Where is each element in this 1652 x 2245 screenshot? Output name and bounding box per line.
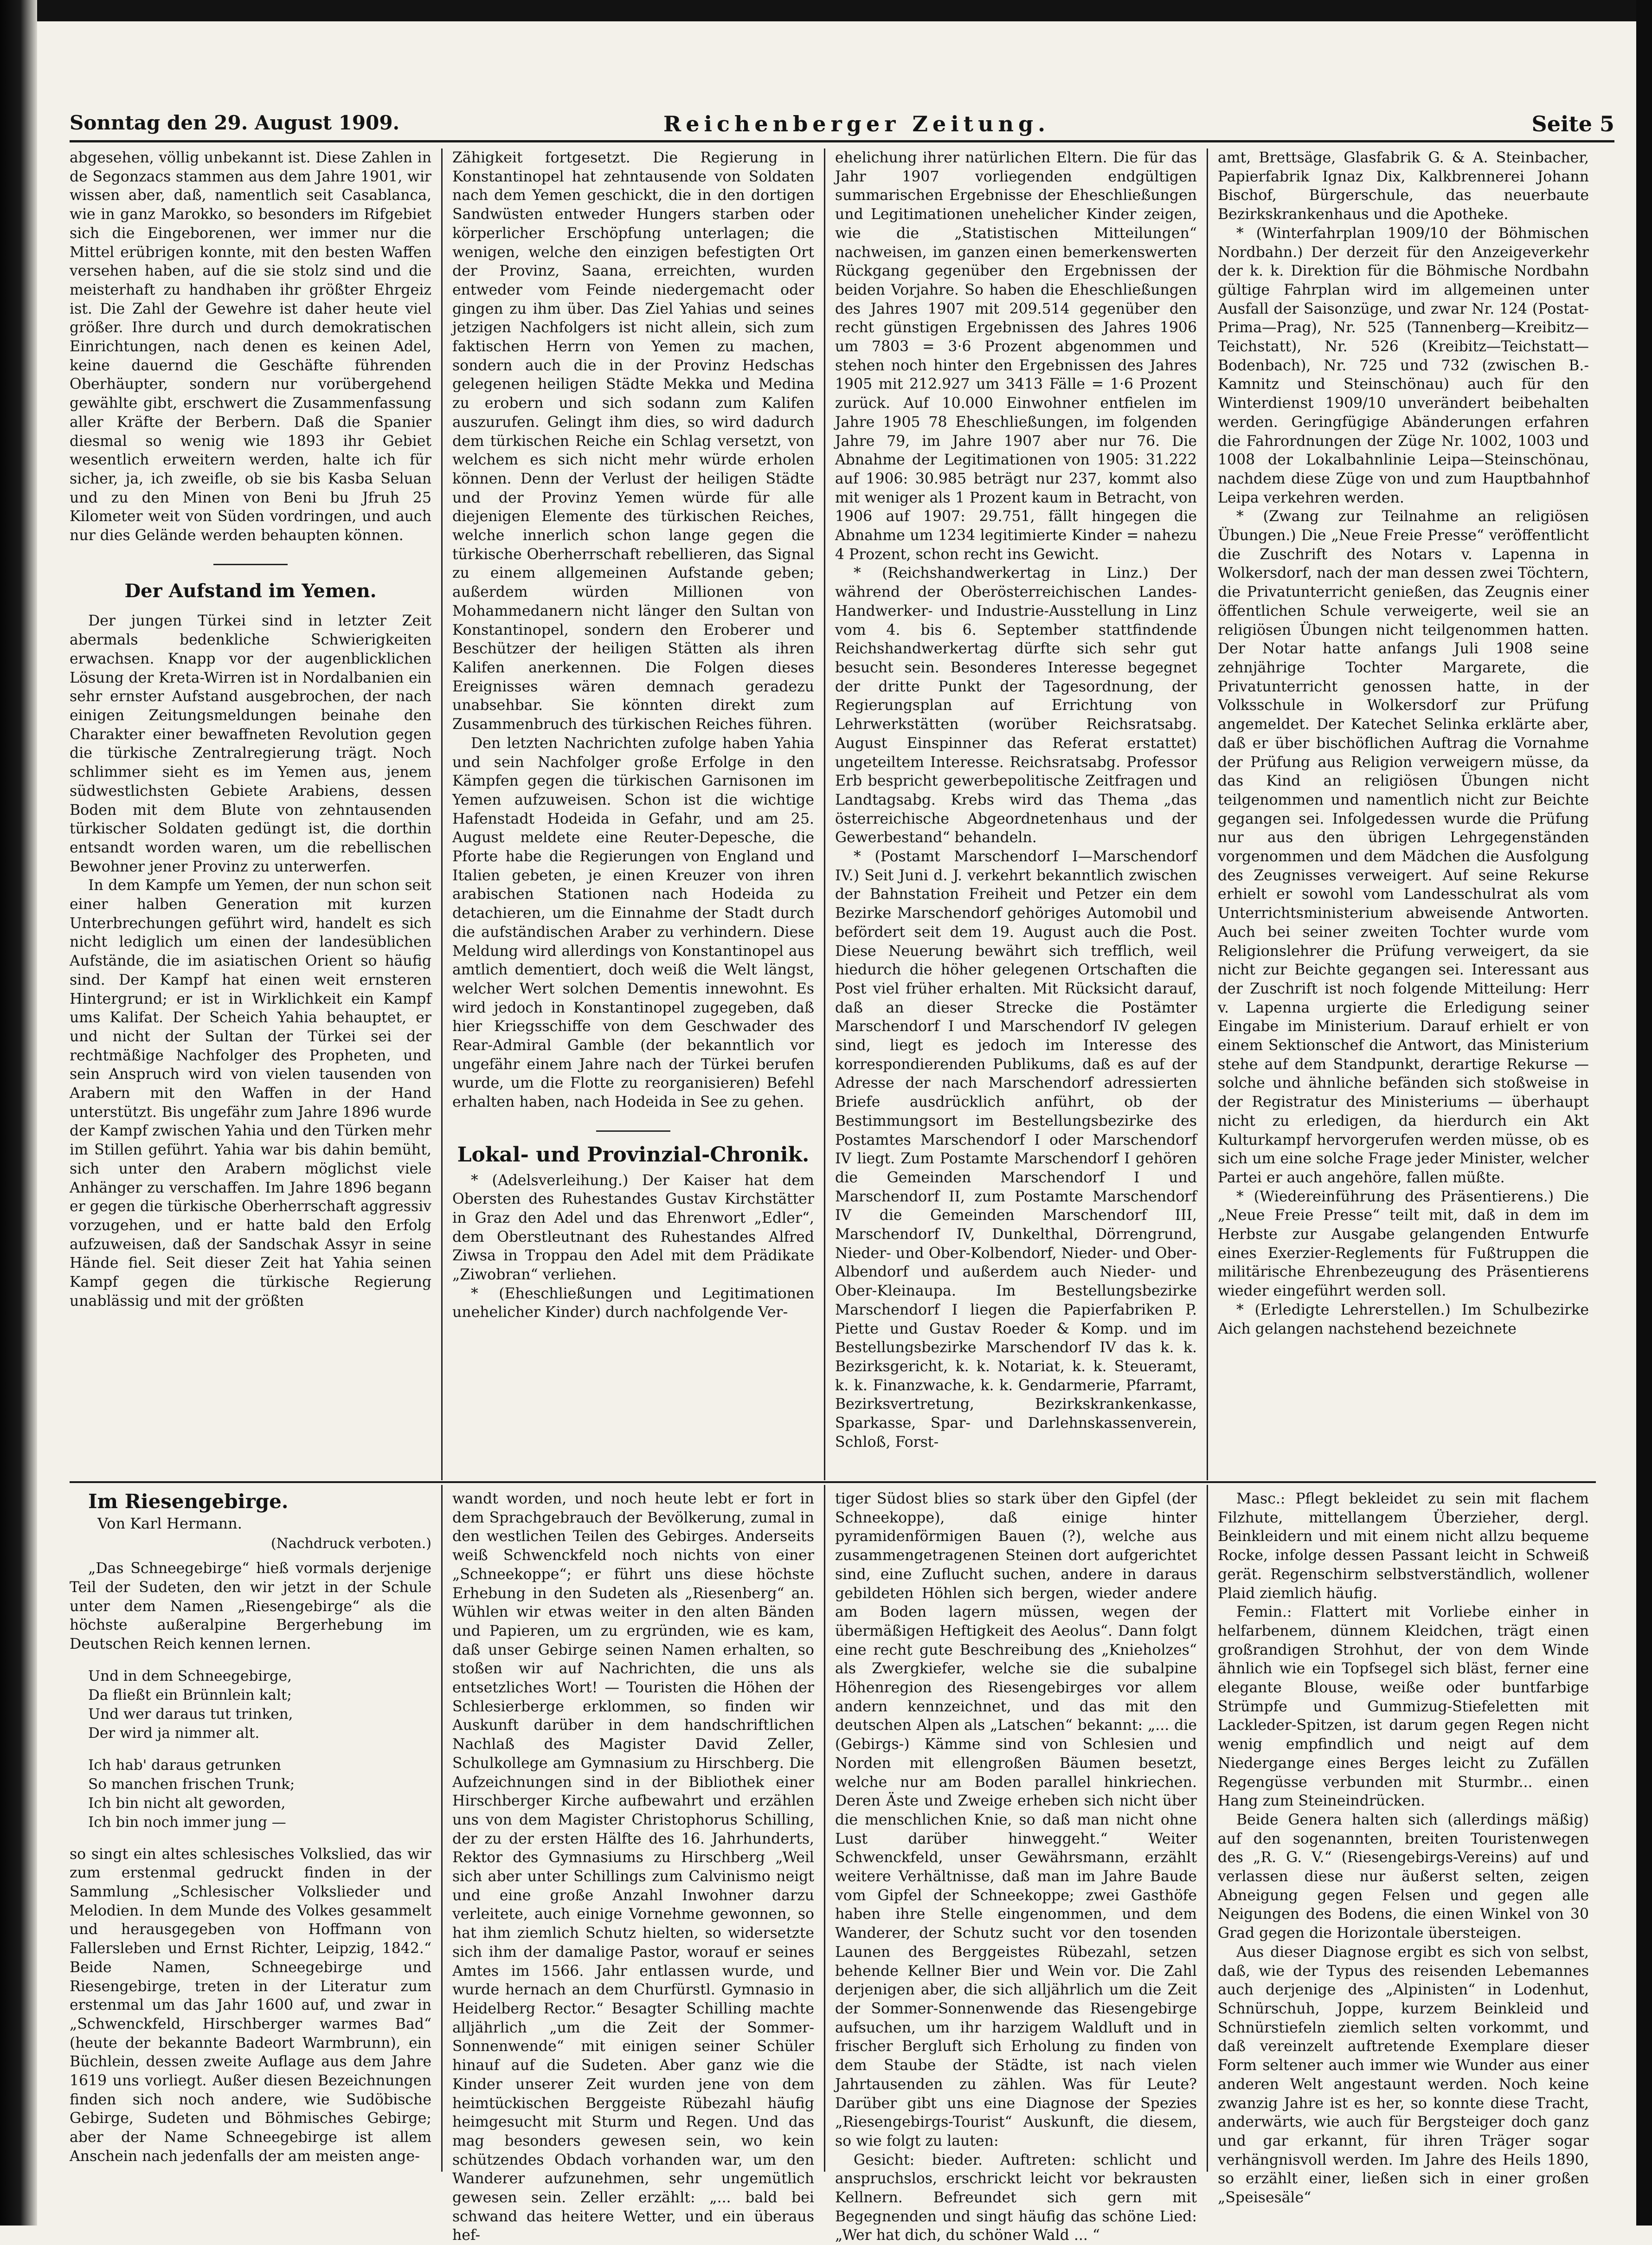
feuilleton-column-1 <box>70 1490 431 2166</box>
feuilleton-paragraph: so singt ein altes schlesisches Volkslied, das wir zum erstenmal gedruckt finden in der Sammlung „Schlesischer Volkslieder und Melodien. In dem Munde des Volkes gesammelt und herausgegeben von Hoffmann von Fallersleben und Ernst Richter, Leipzig, 1842.“ Beide Namen, Schneegebirge und Riesengebirge, treten in der Literatur zum erstenmal um das Jahr 1600 auf, und zwar in „Schwenckfeld, Hirschberger warmes Bad“ (heute der bekannte Badeort Warmbrunn), ein Büchlein, dessen zweite Auflage aus dem Jahre 1619 uns vorliegt. Außer diesen Bezeichnungen finden sich noch andere, wie Sudöbische Gebirge, Sudeten und Böhmisches Gebirge; aber der Name Schneegebirge ist allem Anschein nach jedenfalls der am meisten ange- <box>70 1845 431 2165</box>
col3-paragraph: ehelichung ihrer natürlichen Eltern. Die für das Jahr 1907 vorliegenden endgültigen summarischen Ergebnisse der Eheschließungen und Legitimationen unehelicher Kinder zeigen, wie die „Statistischen Mitteilungen“ nachweisen, im ganzen einen bemerkenswerten Rückgang gegenüber den Ergebnissen der beiden Vorjahre. So haben die Eheschließungen des Jahres 1907 mit 209.514 gegenüber den recht günstigen Ergebnissen des Jahres 1906 um 7803 = 3·6 Prozent abgenommen und stehen noch hinter den Ergebnissen des Jahres 1905 mit 212.927 um 3413 Fälle = 1·6 Prozent zurück. Auf 10.000 Einwohner entfielen im Jahre 1905 78 Eheschließungen, im folgenden Jahre 79, im Jahre 1907 aber nur 76. Die Abnahme der Legitimationen von 1905: 31.222 auf 1906: 30.985 beträgt nur 237, kommt also mit weniger als 1 Prozent kaum in Betracht, von 1906 auf 1907: 29.751, fällt hingegen die Abnahme um 1234 legitimierte Kinder = nahezu 4 Prozent, schon recht ins Gewicht. <box>835 149 1197 563</box>
feuilleton-paragraph: „Das Schneegebirge“ hieß vormals derjenige Teil der Sudeten, den wir jetzt in der Schule unter dem Namen „Riesengebirge“ als die höchste außeralpine Bergerhebung im Deutschen Reich kennen lernen. <box>70 1560 431 1652</box>
scan-left-edge <box>0 0 37 2226</box>
col4-paragraph: amt, Brettsäge, Glasfabrik G. & A. Steinbacher, Papierfabrik Ignaz Dix, Kalkbrennerei Johann Bischof, Bürgerschule, das neuerbaute Bezirkskrankenhaus und die Apotheke. <box>1218 149 1589 223</box>
col4-paragraph: * (Zwang zur Teilnahme an religiösen Übungen.) Die „Neue Freie Presse“ veröffentlicht die Zuschrift des Notars v. Lapenna in Wolkersdorf, nach der man dessen zwei Töchtern, die Privatunterricht genießen, das Zeugnis einer öffentlichen Schule verweigerte, weil sie an religiösen Übungen nicht teilgenommen hatten. Der Notar hatte anfangs Juli 1908 seine zehnjährige Tochter Margarete, die Privatunterricht genossen hatte, in der Volksschule in Wolkersdorf zur Prüfung angemeldet. Der Katechet Selinka erklärte aber, daß er über bischöflichen Auftrag die Vornahme der Prüfung aus Religion verweigern müsse, da das Kind an religiösen Übungen nicht teilgenommen und namentlich nicht zur Beichte gegangen sei. Infolgedessen wurde die Prüfung nur aus den übrigen Lehrgegenständen vorgenommen und dem Mädchen die Ausfolgung des Zeugnisses verweigert. Auf seine Rekurse erhielt er sowohl vom Landesschulrat als vom Unterrichtsministerium abweisende Antworten. Auch bei seiner zweiten Tochter wurde vom Religionslehrer die Prüfung verweigert, da sie nicht zur Beichte gegangen sei. Interessant aus der Zuschrift ist noch folgende Mitteilung: Herr v. Lapenna urgierte die Erledigung seiner Eingabe im Ministerium. Darauf erhielt er von einem Sektionschef die Antwort, das Ministerium stehe auf dem Standpunkt, derartige Rekurse — solche und ähnliche befänden sich stoßweise in der Registratur des Ministeriums — überhaupt nicht zu erledigen, da hierdurch ein Akt Kulturkampf hervorgerufen werden müsse, ob es sich um eine solche Frage jeder Minister, welcher Partei er auch angehöre, fallen müßte. <box>1218 508 1589 1186</box>
poem-line: Und in dem Schneegebirge, <box>88 1667 292 1684</box>
poem-line: Da fließt ein Brünnlein kalt; <box>88 1686 292 1703</box>
feuilleton-column-3 <box>835 1490 1197 2245</box>
column-3 <box>835 148 1197 1452</box>
poem-line: So manchen frischen Trunk; <box>88 1775 295 1793</box>
column-rule <box>824 1485 825 2172</box>
poem-line: Ich bin nicht alt geworden, <box>88 1794 286 1812</box>
page-header <box>70 111 1614 148</box>
section-divider <box>213 564 288 565</box>
heading-lokal-chronik: Lokal- und Provinzial-Chronik. <box>457 1142 810 1167</box>
col2-paragraph: Den letzten Nachrichten zufolge haben Yahia und sein Nachfolger große Erfolge in den Kämpfen gegen die türkischen Garnisonen im Yemen aufzuweisen. Schon ist die wichtige Hafenstadt Hodeida in Gefahr, und am 25. August meldete eine Reuter-Depesche, die Pforte habe die Regierungen von England und Italien gebeten, je einen Kreuzer von ihren arabischen Stationen nach Hodeida zu detachieren, um die Einnahme der Stadt durch die aufständischen Araber zu verhindern. Diese Meldung wird allerdings von Konstantinopel aus amtlich dementiert, doch weiß die Welt längst, welcher Wert solchen Dementis innewohnt. Es wird jedoch in Konstantinopel zugegeben, daß hier Kriegsschiffe von dem Geschwader des Rear-Admiral Gamble (der bekanntlich vor ungefähr einem Jahre nach der Türkei berufen wurde, um die Flotte zu reorganisieren) Befehl erhalten haben, nach Hodeida in See zu gehen. <box>452 735 814 1111</box>
col4-paragraph: * (Erledigte Lehrerstellen.) Im Schulbezirke Aich gelangen nachstehend bezeichnete <box>1218 1301 1589 1337</box>
feuilleton-paragraph: Gesicht: bieder. Auftreten: schlicht und anspruchslos, erschrickt leicht vor bekrausten Kellnern. Befreundet sich gern mit Begegnenden und singt häufig das schöne Lied: „Wer hat dich, du schöner Wald ... “ <box>835 2151 1197 2244</box>
column-2 <box>452 148 814 1322</box>
feuilleton-paragraph: Masc.: Pflegt bekleidet zu sein mit flachem Filzhute, mittellangem Überzieher, dergl. Beinkleidern und mit einem nicht allzu bequeme Rocke, infolge dessen Passant leicht in Schweiß gerät. Regenschirm selbstverständlich, wollener Plaid ziemlich häufig. <box>1218 1490 1589 1602</box>
poem-line: Und wer daraus tut trinken, <box>88 1705 293 1722</box>
scan-top-edge <box>0 0 1652 21</box>
header-page-number: Seite 5 <box>1531 111 1614 136</box>
poem-line: Ich bin noch immer jung — <box>88 1813 286 1831</box>
col4-paragraph: * (Wiedereinführung des Präsentierens.) Die „Neue Freie Presse“ teilt mit, daß in dem im Herbste zur Ausgabe gelangenden Entwurfe eines Exerzier-Reglements für Fußtruppen die militärische Ehrenbezeugung des Präsentierens wieder eingeführt werden soll. <box>1218 1188 1589 1300</box>
feuilleton-author: Von Karl Hermann. <box>97 1514 242 1532</box>
heading-yemen: Der Aufstand im Yemen. <box>124 580 377 602</box>
feuilleton-rule <box>70 1481 1596 1483</box>
col1-paragraph: In dem Kampfe um Yemen, der nun schon seit einer halben Generation mit kurzen Unterbrechungen geführt wird, handelt es sich nicht lediglich um einen der landesüblichen Aufstände, die im asiatischen Orient so häufig sind. Der Kampf hat einen weit ernsteren Hintergrund; er ist in Wirklichkeit ein Kampf ums Kalifat. Der Scheich Yahia behauptet, er und nicht der Sultan der Türkei sei der rechtmäßige Nachfolger des Propheten, und sein Anspruch wird von vielen tausenden von Arabern mit den Waffen in der Hand unterstützt. Bis ungefähr zum Jahre 1896 wurde der Kampf zwischen Yahia und den Türken mehr im Stillen geführt. Yahia war bis dahin bemüht, sich unter den Arabern möglichst viele Anhänger zu verschaffen. Im Jahre 1896 begann er gegen die türkische Oberherrschaft aggressiv vorzugehen, und er hatte bald den Erfolg aufzuweisen, daß der Sandschak Assyr in seine Hände fiel. Seit dieser Zeit hat Yahia seinen Kampf gegen die türkische Regierung unablässig und mit der größten <box>70 877 431 1310</box>
col3-paragraph: * (Reichshandwerkertag in Linz.) Der während der Oberösterreichischen Landes-Handwerker- und Industrie-Ausstellung in Linz vom 4. bis 6. September stattfindende Reichshandwerkertag dürfte sich sehr gut besucht sein. Besonderes Interesse begegnet der dritte Punkt der Tagesordnung, der Regierungsplan auf Errichtung von Lehrwerkstätten (worüber Reichsratsabg. August Einspinner das Referat erstattet) ungeteiltem Interesse. Reichsratsabg. Professor Erb bespricht gewerbepolitische Zeitfragen und Landtagsabg. Krebs wird das Thema „das österreichische Abgeordnetenhaus und der Gewerbestand“ behandeln. <box>835 565 1197 846</box>
feuilleton-title: Im Riesengebirge. <box>88 1490 289 1513</box>
feuilleton-column-4 <box>1218 1490 1589 2207</box>
feuilleton-paragraph: Femin.: Flattert mit Vorliebe einher in helfarbenem, dünnem Kleidchen, trägt einen großrandigen Strohhut, der von dem Winde ähnlich wie ein Topfsegel sich bläst, ferner eine elegante Blouse, weiße oder buntfarbige Strümpfe und Gummizug-Stiefeletten mit Lackleder-Spitzen, ist darum gegen Regen nicht wenig empfindlich und neigt auf dem Niedergange eines Berges leicht zu Zufällen Regengüsse verbunden mit Sturmbr... einen Hang zum Steineindrücken. <box>1218 1604 1589 1810</box>
col2-paragraph: * (Eheschließungen und Legitimationen unehelicher Kinder) durch nachfolgende Ver- <box>452 1285 814 1321</box>
feuilleton-paragraph: Aus dieser Diagnose ergibt es sich von selbst, daß, wie der Typus des reisenden Lebemannes auch derjenige des „Alpinisten“ in Lodenhut, Schnürschuh, Joppe, kurzem Beinkleid und Schnürstiefeln ziemlich selten vorkommt, und daß vereinzelt auftretende Exemplare dieser Form seltener auch immer wie Wunder aus einer anderen Welt angestaunt werden. Noch keine zwanzig Jahre ist es her, so konnte diese Tracht, anderwärts, wie auch für Bergsteiger doch ganz und gar erkannt, für ihren Träger sogar verhängnisvoll werden. Im Jahre des Heils 1890, so erzählt einer, ließen sich in einer großen „Speisesäle“ <box>1218 1943 1589 2206</box>
col1-paragraph: abgesehen, völlig unbekannt ist. Diese Zahlen in de Segonzacs stammen aus dem Jahre 1901, wir wissen aber, daß, namentlich seit Casablanca, wie in ganz Marokko, so besonders im Rifgebiet sich die Eingeborenen, wer immer nur die Mittel erübrigen konnte, mit den besten Waffen versehen haben, auf die sie stolz sind und die meisterhaft zu handhaben ihr größter Ehrgeiz ist. Die Zahl der Gewehre ist daher heute viel größer. Ihre durch und durch demokratischen Einrichtungen, nach denen es keinen Adel, keine dauernd die Geschäfte führenden Oberhäupter, sondern nur vorübergehend gewählte gibt, erschwert die Zusammenfassung aller Kräfte der Berbern. Daß die Spanier diesmal so wenig wie 1893 ihr Gebiet wesentlich erweitern werden, halte ich für sicher, ja, ich zweifle, ob sie bis Kasba Seluan und zu den Minen von Beni bu Jfruh 25 Kilometer weit von Süden vordringen, und auch nur dies Gelände werden behaupten können. <box>70 149 431 544</box>
scan-right-edge <box>1636 0 1652 2226</box>
col1-paragraph: Der jungen Türkei sind in letzter Zeit abermals bedenkliche Schwierigkeiten erwachsen. Knapp vor der augenblicklichen Lösung der Kreta-Wirren ist in Nordalbanien ein sehr ernster Aufstand ausgebrochen, der nach einigen Zeitungsmeldungen beinahe den Charakter einer bewaffneten Revolution gegen die türkische Zentralregierung trägt. Noch schlimmer sieht es im Yemen aus, jenem südwestlichsten Gebiete Arabiens, dessen Boden mit dem Blute von zehntausenden türkischer Soldaten gedüngt ist, die dorthin entsandt worden waren, um die rebellischen Bewohner jener Provinz zu unterwerfen. <box>70 613 431 875</box>
header-rule <box>70 140 1614 142</box>
feuilleton-paragraph: Beide Genera halten sich (allerdings mäßig) auf den sogenannten, breiten Touristenwegen des „R. G. V.“ (Riesengebirgs-Vereins) auf und verlassen diese nur äußerst selten, zeigen Abneigung gegen Felsen und gegen alle Neigungen des Bodens, die einen Winkel von 30 Grad gegen die Horizontale übersteigen. <box>1218 1811 1589 1942</box>
column-rule <box>1207 1485 1208 2172</box>
header-date: Sonntag den 29. August 1909. <box>70 111 400 134</box>
section-divider <box>596 1130 670 1132</box>
column-rule <box>441 1485 443 2172</box>
feuilleton-paragraph: tiger Südost blies so stark über den Gipfel (der Schneekoppe), daß einige hinter pyramidenförmigen Bauen (?), welche aus zusammengetragenen Steinen dort aufgerichtet sind, eine Zuflucht suchen, andere in daraus gebildeten Höhlen sich bergen, wieder andere am Boden lagern müssen, wegen der übermäßigen Heftigkeit des Aeolus“. Dann folgt eine recht gute Beschreibung des „Knieholzes“ als Zwergkiefer, welche sie die subalpine Höhenregion des Riesengebirges vor allem andern kennzeichnet, und das mit den deutschen Alpen als „Latschen“ bekannt: „... die (Gebirgs-) Kämme sind von Schlesien und Norden mit ellengroßen Bäumen besetzt, welche nur am Boden parallel hinkriechen. Deren Äste und Zweige erheben sich nicht über die menschlichen Knie, so daß man nicht ohne Lust darüber hinweggeht.“ Weiter Schwenckfeld, unser Gewährsmann, erzählt weitere Verhältnisse, daß man im Jahre Baude vom Gipfel der Schneekoppe; zwei Gasthöfe haben ihre Stelle eingenommen, und dem Wanderer, der Schutz sucht vor den tosenden Launen des Berggeistes Rübezahl, setzen behende Kellner Bier und Wein vor. Die Zahl derjenigen aber, die sich alljährlich um die Zeit der Sommer-Sonnenwende das Riesengebirge aufsuchen, um ihr harzigem Waldluft und in frischer Bergluft sich Erholung zu finden von dem Staube der Städte, ist nach vielen Jahrtausenden zu zählen. Was für Leute? Darüber gibt uns eine Diagnose der Spezies „Riesengebirgs-Tourist“ Auskunft, die diesem, so wie folgt zu lauten: <box>835 1490 1197 2149</box>
col4-paragraph: * (Winterfahrplan 1909/10 der Böhmischen Nordbahn.) Der derzeit für den Anzeigeverkehr der k. k. Direktion für die Böhmische Nordbahn gültige Fahrplan wird im allgemeinen unter Ausfall der Saisonzüge, und zwar Nr. 124 (Postat-Prima—Prag), Nr. 525 (Tannenberg—Kreibitz—Teichstatt), Nr. 526 (Kreibitz—Teichstatt—Bodenbach), Nr. 725 und 732 (zwischen B.-Kamnitz und Steinschönau) auch für den Winterdienst 1909/10 unverändert beibehalten werden. Geringfügige Abänderungen erfahren die Fahrordnungen der Züge Nr. 1002, 1003 und 1008 der Lokalbahnlinie Leipa—Steinschönau, nachdem diese Züge von und zum Hauptbahnhof Leipa verkehren werden. <box>1218 225 1589 506</box>
column-rule <box>824 148 825 1480</box>
col2-paragraph: * (Adelsverleihung.) Der Kaiser hat dem Obersten des Ruhestandes Gustav Kirchstätter in Graz den Adel und das Ehrenwort „Edler“, dem Oberstleutnant des Ruhestandes Alfred Ziwsa in Troppau den Adel mit dem Prädikate „Ziwobran“ verliehen. <box>452 1172 814 1284</box>
feuilleton-paragraph: wandt worden, und noch heute lebt er fort in dem Sprachgebrauch der Bevölkerung, zumal in den westlichen Teilen des Gebirges. Anderseits weiß Schwenckfeld noch nichts von einer „Schneekoppe“; er führt uns diese höchste Erhebung in den Sudeten als „Riesenberg“ an. Wühlen wir etwas weiter in den alten Bänden und Papieren, um zu ergründen, wie es kam, daß unser Gebirge seinen Namen erhalten, so stoßen wir auf Nachrichten, die uns als entsetzliches Wort! — Touristen die Höhen der Schlesierberge erklommen, so finden wir Auskunft darüber in dem handschriftlichen Nachlaß des Magister David Zeller, Schulkollege am Gymnasium zu Hirschberg. Die Aufzeichnungen sind in der Bibliothek einer Hirschberger Kirche aufbewahrt und erzählen uns von dem Magister Christophorus Schilling, der zu der ersten Hälfte des 16. Jahrhunderts, Rektor des Gymnasiums zu Hirschberg „Weil sich aber unter Schillings zum Calvinismo neigt und eine große Anzahl Inwohner darzu verleitete, auch einige Vornehme gewonnen, so hat ihm ziemlich Schutz hielten, so widersetzte sich ihm der damalige Pastor, worauf er seines Amtes im 1566. Jahr entlassen wurde, und wurde hernach an dem Churfürstl. Gymnasio in Heidelberg Rector.“ Besagter Schilling machte alljährlich „um die Zeit der Sommer-Sonnenwende“ mit einigen seiner Schüler hinauf auf die Sudeten. Aber ganz wie die Kinder unserer Zeit wurden jene von dem heimtückischen Berggeiste Rübezahl häufig heimgesucht mit Sturm und Regen. Und das mag besonders gewesen sein, wo kein schützendes Obdach vorhanden war, um den Wanderer aufzunehmen, sehr ungemütlich gewesen sein. Zeller erzählt: „... bald bei schwand das heitere Wetter, und ein überaus hef- <box>452 1490 814 2244</box>
column-rule <box>1207 148 1208 1480</box>
reprint-notice: (Nachdruck verboten.) <box>270 1535 431 1552</box>
col3-paragraph: * (Postamt Marschendorf I—Marschendorf IV.) Seit Juni d. J. verkehrt bekanntlich zwischen der Bahnstation Freiheit und Petzer ein dem Bezirke Marschendorf gehöriges Automobil und befördert seit dem 19. August auch die Post. Diese Neuerung bewährt sich trefflich, weil hiedurch die höher gelegenen Ortschaften die Post viel früher erhalten. Mit Rücksicht darauf, daß an dieser Strecke die Postämter Marschendorf I und Marschendorf IV gelegen sind, liegt es jedoch im Interesse des korrespondierenden Publikums, daß es auf der Adresse der nach Marschendorf adressierten Briefe ausdrücklich anführt, ob der Bestimmungsort im Bestellungsbezirke des Postamtes Marschendorf I oder Marschendorf IV liegt. Zum Postamte Marschendorf I gehören die Gemeinden Marschendorf I und Marschendorf II, zum Postamte Marschendorf IV die Gemeinden Marschendorf III, Marschendorf IV, Dunkelthal, Dörrengrund, Nieder- und Ober-Kolbendorf, Nieder- und Ober-Albendorf und außerdem auch Nieder- und Ober-Kleinaupa. Im Bestellungsbezirke Marschendorf I liegen die Papierfabriken P. Piette und Gustav Roeder & Komp. und im Bestellungsbezirke Marschendorf IV das k. k. Bezirksgericht, k. k. Notariat, k. k. Steueramt, k. k. Finanzwache, k. k. Gendarmerie, Pfarramt, Bezirksvertretung, Bezirkskrankenkasse, Sparkasse, Spar- und Darlehnskassenverein, Schloß, Forst- <box>835 848 1197 1451</box>
header-masthead: Reichenberger Zeitung. <box>663 111 1050 136</box>
column-4 <box>1218 148 1589 1338</box>
poem-line: Ich hab' daraus getrunken <box>88 1756 281 1774</box>
feuilleton-column-2 <box>452 1490 814 2245</box>
col2-paragraph: Zähigkeit fortgesetzt. Die Regierung in Konstantinopel hat zehntausende von Soldaten nach dem Yemen geschickt, die in den dortigen Sandwüsten entweder Hungers starben oder körperlicher Erschöpfung unterlagen; die wenigen, welche den einzigen befestigten Ort der Provinz, Saana, erreichten, wurden entweder vom Feinde niedergemacht oder gingen zu ihm über. Das Ziel Yahias und seines jetzigen Nachfolgers ist nicht allein, sich zum faktischen Herrn von Yemen zu machen, sondern auch die in der Provinz Hedschas gelegenen heiligen Städte Mekka und Medina zu erobern und sich sodann zum Kalifen auszurufen. Gelingt ihm dies, so wird dadurch dem türkischen Reiche ein Schlag versetzt, von welchem es sich nicht mehr würde erholen können. Denn der Verlust der heiligen Städte und der Provinz Yemen würde für alle diejenigen Elemente des türkischen Reiches, welche innerlich schon lange gegen die türkische Oberherrschaft rebellieren, das Signal zu einem allgemeinen Aufstande geben; außerdem würden Millionen von Mohammedanern nicht länger den Sultan von Konstantinopel, sondern den Eroberer und Beschützer der heiligen Stätten als ihren Kalifen anerkennen. Die Folgen dieses Ereignisses wären demnach geradezu unabsehbar. Sie könnten direkt zum Zusammenbruch des türkischen Reiches führen. <box>452 149 814 733</box>
column-1 <box>70 148 431 1310</box>
poem-line: Der wird ja nimmer alt. <box>88 1724 260 1742</box>
column-rule <box>441 148 443 1480</box>
